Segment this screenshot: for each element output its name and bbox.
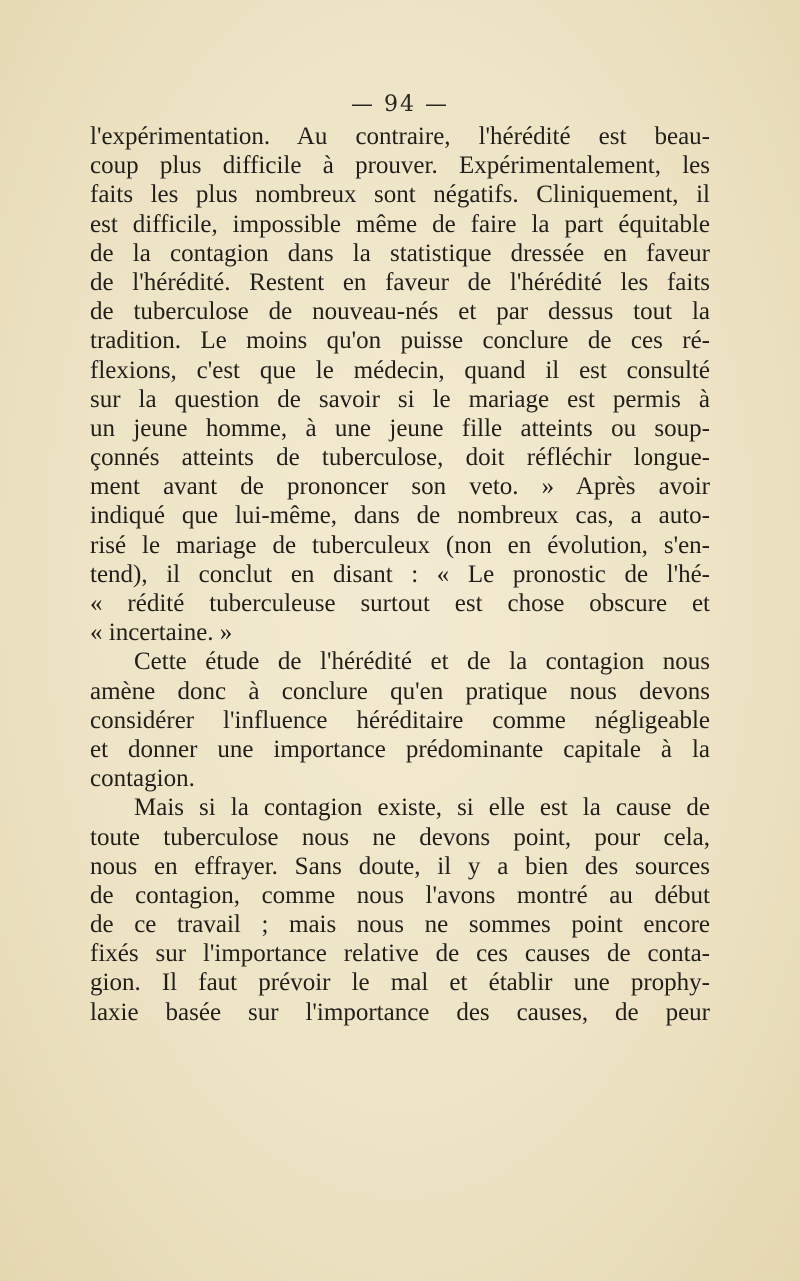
body-text	[90, 122, 710, 1027]
text-line: de contagion, comme nous l'avons montré au début	[90, 881, 710, 909]
text-line: un jeune homme, à une jeune fille atteints ou soup-	[90, 414, 710, 442]
text-line: çonnés atteints de tuberculose, doit réfléchir longue-	[90, 444, 710, 472]
text-line: « rédité tuberculeuse surtout est chose obscure et	[90, 590, 710, 617]
text-line: faits les plus nombreux sont négatifs. Cliniquement, il	[90, 181, 710, 209]
text-line: risé le mariage de tuberculeux (non en évolution, s'en-	[90, 531, 710, 559]
page-number: — 94 —	[351, 92, 449, 117]
text-line: nous en effrayer. Sans doute, il y a bien des sources	[90, 852, 710, 880]
text-line: Cette étude de l'hérédité et de la contagion nous	[134, 648, 710, 676]
text-line: de ce travail ; mais nous ne sommes point encore	[90, 911, 710, 939]
text-line: Mais si la contagion existe, si elle est la cause de	[134, 794, 710, 822]
text-line: de l'hérédité. Restent en faveur de l'hérédité les faits	[90, 268, 710, 296]
text-line: considérer l'influence héréditaire comme négligeable	[90, 706, 710, 734]
text-line: amène donc à conclure qu'en pratique nous devons	[90, 677, 710, 705]
text-line: indiqué que lui-même, dans de nombreux cas, a auto-	[90, 502, 710, 530]
text-line: « incertaine. »	[90, 619, 233, 647]
text-line: et donner une importance prédominante capitale à la	[90, 735, 710, 763]
text-line: l'expérimentation. Au contraire, l'hérédité est beau-	[90, 123, 710, 150]
text-line: flexions, c'est que le médecin, quand il est consulté	[90, 356, 710, 384]
text-line: coup plus difficile à prouver. Expérimentalement, les	[90, 152, 710, 180]
text-line: sur la question de savoir si le mariage est permis à	[90, 385, 710, 413]
text-line: de tuberculose de nouveau-nés et par dessus tout la	[90, 298, 710, 326]
text-line: laxie basée sur l'importance des causes, de peur	[90, 998, 710, 1026]
text-line: fixés sur l'importance relative de ces causes de conta-	[90, 940, 710, 968]
text-line: ment avant de prononcer son veto. » Après avoir	[90, 473, 710, 501]
text-line: de la contagion dans la statistique dressée en faveur	[90, 239, 710, 267]
text-line: est difficile, impossible même de faire la part équitable	[90, 210, 710, 238]
text-line: tradition. Le moins qu'on puisse conclure de ces ré-	[90, 327, 710, 355]
text-line: gion. Il faut prévoir le mal et établir une prophy-	[90, 969, 710, 997]
text-line: toute tuberculose nous ne devons point, pour cela,	[90, 823, 710, 851]
text-line: tend), il conclut en disant : « Le pronostic de l'hé-	[90, 560, 710, 588]
text-line: contagion.	[90, 765, 195, 793]
